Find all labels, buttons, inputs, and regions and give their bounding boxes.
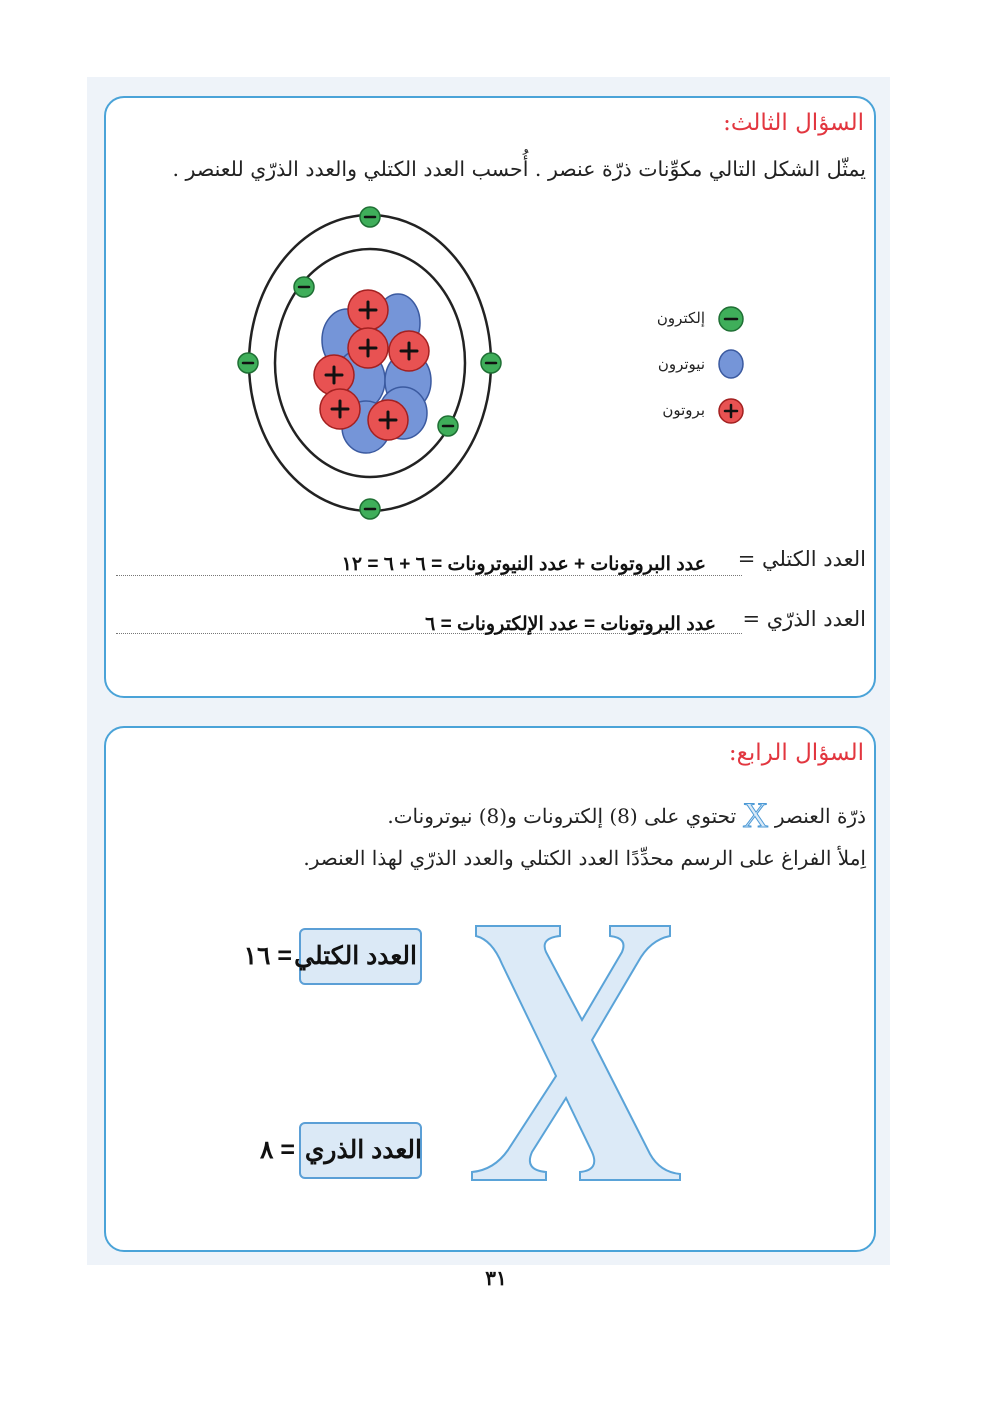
page-number: ٣١: [485, 1268, 507, 1290]
line1-start: ذرّة العنصر: [774, 804, 866, 828]
legend-electron-label: إلكترون: [656, 309, 705, 327]
question-3-title: السؤال الثالث:: [723, 110, 864, 136]
question-4-line2: اِملأ الفراغ على الرسم محدِّدًا العدد الكتلي والعدد الذرّي لهذا العنصر.: [303, 846, 866, 870]
element-x-graphic: [468, 922, 684, 1184]
atom-diagram: [230, 200, 510, 525]
legend-proton-label: بروتون: [662, 401, 705, 419]
mass-number-box-label: العدد الكتلي: [294, 942, 417, 970]
question-4-title: السؤال الرابع:: [728, 740, 864, 766]
atomic-number-label: العدد الذرّي =: [742, 607, 866, 631]
element-symbol-inline: X: [742, 795, 769, 835]
atomic-number-box-label: العدد الذري: [304, 1136, 422, 1164]
legend-proton-icon: [717, 397, 745, 425]
mass-number-answer: عدد البروتونات + عدد النيوترونات = ٦ + ٦ = ١٢: [341, 554, 706, 575]
mass-number-label: العدد الكتلي =: [737, 547, 866, 571]
question-3-prompt: يمثّل الشكل التالي مكوِّنات ذرّة عنصر . أُحسب العدد الكتلي والعدد الذرّي للعنصر .: [172, 157, 866, 181]
atomic-number-answer: عدد البروتونات = عدد الإلكترونات = ٦: [425, 614, 716, 635]
legend-electron-icon: [717, 305, 745, 333]
line1-end: تحتوي على (8) إلكترونات و(8) نيوترونات.: [387, 804, 737, 828]
legend-neutron-label: نيوترون: [657, 355, 705, 373]
mass-number-value: = ١٦: [243, 942, 292, 970]
legend-neutron-icon: [717, 348, 745, 380]
question-4-line1: [387, 794, 866, 836]
atomic-number-value: = ٨: [260, 1136, 295, 1164]
